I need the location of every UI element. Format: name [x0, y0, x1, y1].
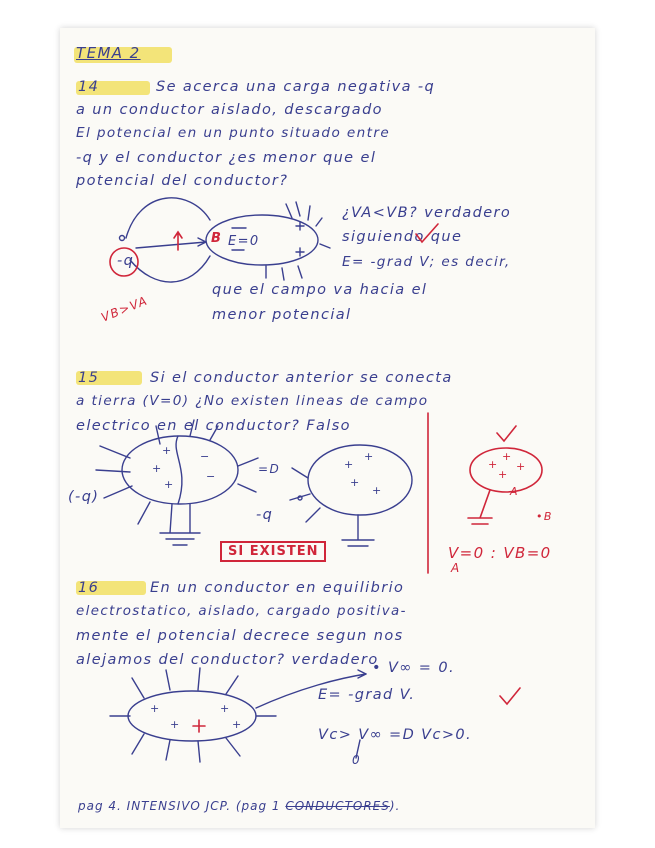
q14-conductor	[206, 215, 318, 265]
q15-equation-sub: A	[451, 561, 461, 575]
q16-answer-2: E= -grad V.	[318, 687, 416, 703]
q14-field-arrows-in	[286, 202, 322, 226]
hand-drawn-diagrams	[60, 28, 595, 828]
footer-close: ).	[389, 799, 401, 813]
q14-number: 14	[78, 79, 100, 95]
q14-field-label: E=0	[228, 234, 260, 249]
q14-field-line-top	[126, 198, 210, 238]
svg-text:+: +	[170, 718, 180, 731]
page-title: TEMA 2	[76, 44, 141, 62]
svg-text:+: +	[372, 484, 382, 497]
q16-arrow	[256, 674, 366, 708]
q15-charge-left: (-q)	[68, 489, 100, 505]
q16-check	[500, 688, 520, 704]
q15-line-2: a tierra (V=0) ¿No existen lineas de campo	[76, 393, 429, 409]
q16-line-2: electrostatico, aislado, cargado positiva-	[76, 604, 407, 619]
q14-point-b: B	[211, 231, 223, 246]
svg-text:+: +	[502, 450, 512, 463]
q15-point-a: A	[510, 485, 519, 498]
q14-answer-1: ¿VA<VB? verdadero	[342, 205, 512, 221]
notebook-page	[60, 28, 595, 828]
q15-sign: +	[152, 462, 162, 475]
q15-number: 15	[78, 370, 100, 386]
q14-line-3: El potencial en un punto situado entre	[76, 125, 391, 141]
q15-line-1: Si el conductor anterior se conecta	[150, 370, 453, 386]
svg-text:+: +	[162, 444, 172, 457]
q15-point-b: •B	[536, 510, 553, 523]
q14-line-2: a un conductor aislado, descargado	[76, 102, 383, 118]
q14-field-line-bottom	[130, 256, 210, 282]
q15-conductor-mid	[308, 445, 412, 515]
svg-text:+: +	[232, 718, 242, 731]
q14-check	[416, 224, 438, 242]
svg-text:+: +	[350, 476, 360, 489]
q16-line-1: En un conductor en equilibrio	[150, 580, 405, 596]
q15-ground-right	[468, 490, 492, 524]
q16-answer-1: • V∞ = 0.	[372, 660, 455, 676]
svg-text:+: +	[488, 458, 498, 471]
footer-text: pag 4. INTENSIVO JCP. (pag 1	[78, 799, 286, 813]
q14-line-4: -q y el conductor ¿es menor que el	[76, 150, 377, 166]
q14-answer-4: que el campo va hacia el	[212, 282, 428, 298]
svg-text:+: +	[150, 702, 160, 715]
q14-charge-label: -q	[117, 253, 135, 269]
q16-number: 16	[78, 580, 100, 596]
svg-text:+: +	[364, 450, 374, 463]
q15-line-3: electrico en el conductor? Falso	[76, 418, 351, 434]
q15-check	[497, 426, 516, 441]
q15-arrow: =D	[258, 462, 281, 476]
svg-text:+: +	[220, 702, 230, 715]
q14-answer-3: E= -grad V; es decir,	[342, 254, 511, 270]
q16-line-4: alejamos del conductor? verdadero	[76, 652, 379, 668]
q16-zero-label: 0	[352, 753, 362, 767]
q14-note-vb-va: VB>VA	[99, 293, 150, 325]
q14-point	[120, 236, 125, 241]
svg-text:−: −	[206, 470, 216, 483]
q15-ground	[160, 504, 200, 545]
q16-conductor	[128, 691, 256, 741]
q15-stamp: SI EXISTEN	[220, 541, 326, 562]
q16-answer-3: Vc> V∞ =D Vc>0.	[318, 727, 473, 743]
q16-line-3: mente el potencial decrece segun nos	[76, 628, 404, 644]
q15-equation: V=0 : VB=0	[448, 544, 552, 562]
svg-text:+: +	[498, 468, 508, 481]
q14-answer-2: siguiendo que	[342, 229, 463, 245]
q15-charge-mid: -q	[256, 507, 274, 523]
svg-text:+: +	[164, 478, 174, 491]
footer-struck: CONDUCTORES	[285, 799, 390, 813]
svg-text:−: −	[200, 450, 210, 463]
svg-text:+: +	[516, 460, 526, 473]
svg-text:+: +	[344, 458, 354, 471]
q14-line-5: potencial del conductor?	[76, 173, 289, 189]
q14-line-1: Se acerca una carga negativa -q	[156, 79, 436, 95]
q14-charge-circle	[110, 248, 138, 276]
q14-answer-5: menor potencial	[212, 307, 352, 323]
